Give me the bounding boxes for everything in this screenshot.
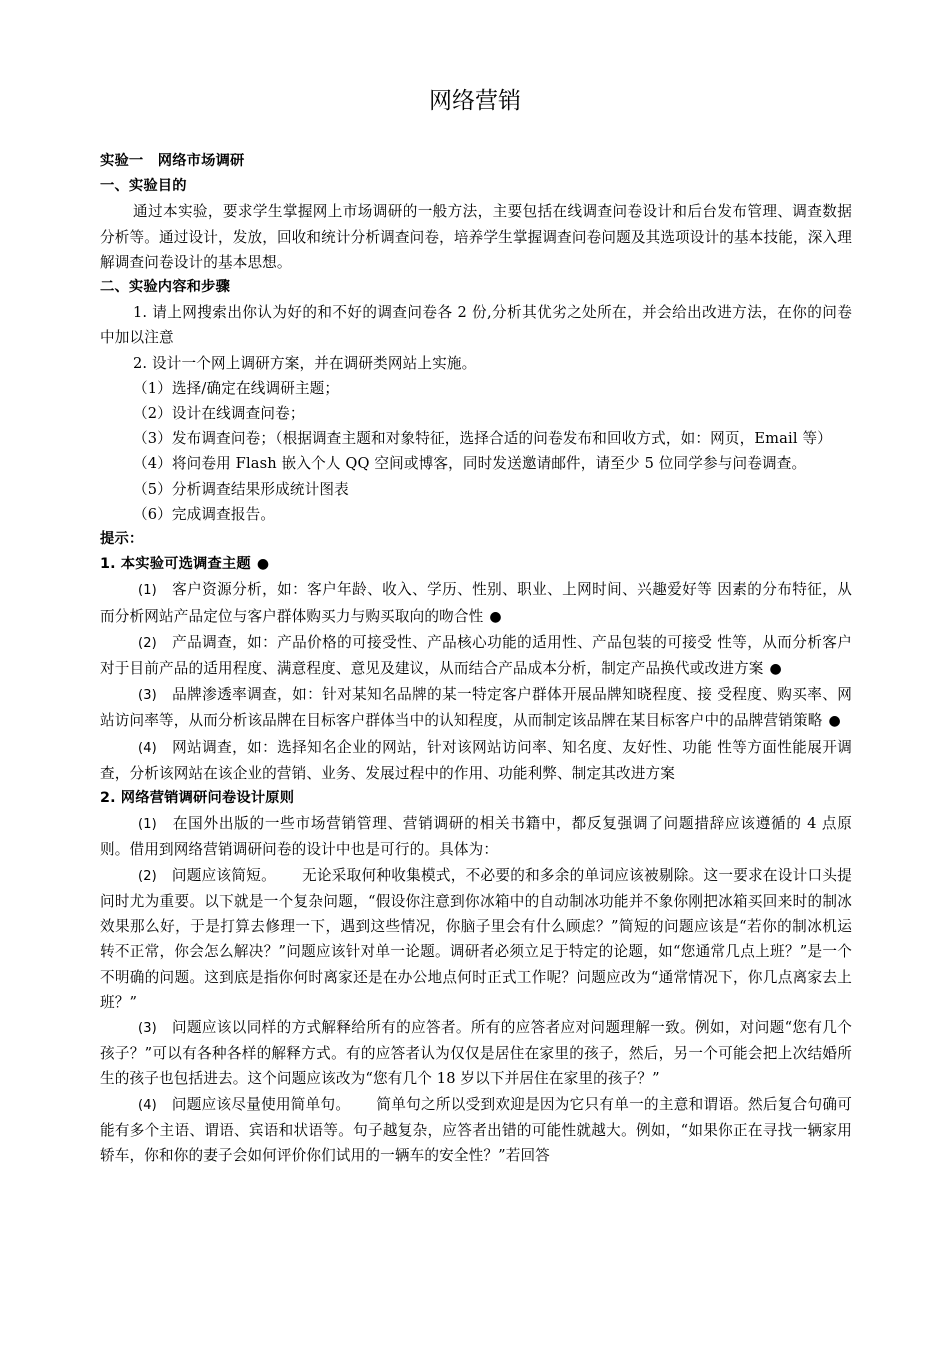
principle-text: 简单句之所以受到欢迎是因为它只有单一的主意和谓语。然后复合句确可能有多个主语、谓语、宾语和状语等。句子越复杂，应答者出错的可能性就越大。例如，“如果你正在寻找一辆家用轿车，你和你的妻子会如何评价你们试用的一辆车的安全性？”若回答 — [100, 1095, 852, 1164]
topic-text: 网站调查，如：选择知名企业的网站，针对该网站访问率、知名度、友好性、功能 性等方面性能展开调查，分析该网站在该企业的营销、业务、发展过程中的作用、功能利弊、制定其改进方案 — [100, 738, 852, 782]
substep-6: （6）完成调查报告。 — [133, 505, 276, 523]
principle-number: (3) — [138, 1020, 157, 1036]
topics-heading — [100, 552, 852, 577]
topics-heading-text: 1. 本实验可选调查主题 — [100, 556, 251, 573]
principle-number: (1) — [138, 817, 157, 833]
topic-item — [100, 682, 852, 734]
substep-3: （3）发布调查问卷；（根据调查主题和对象特征，选择合适的问卷发布和回收方式，如：网页，Email 等） — [133, 430, 832, 448]
principle-item — [100, 863, 852, 1015]
experiment-heading: 实验一 网络市场调研 — [100, 153, 245, 169]
section-objective-heading: 一、实验目的 — [100, 178, 187, 195]
topic-number: (1) — [138, 583, 157, 599]
step-1: 1. 请上网搜索出你认为好的和不好的调查问卷各 2 份,分析其优劣之处所在，并会给出改进方法，在你的问卷中加以注意 — [100, 304, 852, 347]
principle-lead: 问题应该尽量使用简单句。 — [171, 1095, 351, 1113]
principle-item — [100, 811, 852, 862]
tips-heading: 提示： — [100, 531, 144, 548]
principle-text: 无论采取何种收集模式，不必要的和多余的单词应该被剔除。这一要求在设计口头提问时尤为重要。以下就是一个复杂问题，“假设你注意到你冰箱中的自动制冰功能并不象你刚把冰箱买回来时的制冰效果那么好，于是打算去修理一下，遇到这些情况，你脑子里会有什么顾虑？”简短的问题应该是“若你的制冰机运转不正常，你会怎么解决？”问题应该针对单一论题。调研者必须立足于特定的论题，如“您通常几点上班？”是一个不明确的问题。这到底是指你何时离家还是在办公地点何时正式工作呢？问题应改为“通常情况下，你几点离家去上班？” — [100, 866, 852, 1011]
substep-2: （2）设计在线调查问卷； — [133, 405, 305, 423]
step-2: 2. 设计一个网上调研方案，并在调研类网站上实施。 — [133, 354, 477, 372]
principle-text: 问题应该以同样的方式解释给所有的应答者。所有的应答者应对问题理解一致。例如，对问题“您有几个孩子？”可以有各种各样的解释方式。有的应答者认为仅仅是居住在家里的孩子，然后，另一个可能会把上次结婚所生的孩子也包括进去。这个问题应该改为“您有几个 18 岁以下并居住在家里的孩子？” — [100, 1018, 852, 1088]
topic-text: 产品调查，如：产品价格的可接受性、产品核心功能的适用性、产品包装的可接受 性等，从而分析客户对于目前产品的适用程度、满意程度、意见及建议，从而结合产品成本分析，制定产品换代或改进方案 — [100, 633, 852, 678]
principle-item — [100, 1092, 852, 1169]
bullet-icon: ● — [828, 713, 841, 730]
principles-heading: 2. 网络营销调研问卷设计原则 — [100, 790, 295, 807]
substep-1: （1）选择/确定在线调研主题； — [133, 379, 340, 397]
topic-text: 品牌渗透率调查，如：针对某知名品牌的某一特定客户群体开展品牌知晓程度、接 受程度、购买率、网站访问率等，从而分析该品牌在目标客户群体当中的认知程度，从而制定该品牌在某目标客户中的品牌营销策略 — [100, 686, 852, 730]
topic-number: (3) — [138, 688, 157, 704]
section-steps-heading: 二、实验内容和步骤 — [100, 279, 231, 296]
document-body — [100, 149, 852, 1168]
principle-item — [100, 1015, 852, 1092]
bullet-icon: ● — [489, 608, 502, 625]
topic-item — [100, 630, 852, 682]
substep-4: （4）将问卷用 Flash 嵌入个人 QQ 空间或博客，同时发送邀请邮件，请至少 5 位同学参与问卷调查。 — [133, 455, 807, 473]
bullet-icon: ● — [256, 556, 270, 573]
topic-number: (4) — [138, 740, 157, 756]
principle-number: (2) — [138, 868, 157, 884]
substep-5: （5）分析调查结果形成统计图表 — [133, 480, 349, 498]
topic-number: (2) — [138, 635, 157, 651]
topic-item — [100, 577, 852, 629]
objective-paragraph: 通过本实验，要求学生掌握网上市场调研的一般方法，主要包括在线调查问卷设计和后台发布管理、调查数据分析等。通过设计，发放，回收和统计分析调查问卷，培养学生掌握调查问卷问题及其选项设计的基本技能，深入理解调查问卷设计的基本思想。 — [100, 203, 852, 271]
bullet-icon: ● — [769, 661, 782, 678]
page-title: 网络营销 — [429, 88, 521, 114]
topic-text: 客户资源分析，如：客户年龄、收入、学历、性别、职业、上网时间、兴趣爱好等 因素的分布特征，从而分析网站产品定位与客户群体购买力与购买取向的吻合性 — [100, 581, 852, 625]
principle-lead: 问题应该简短。 — [171, 866, 276, 884]
principle-text: 在国外出版的一些市场营销管理、营销调研的相关书籍中，都反复强调了问题措辞应该遵循的 4 点原则。借用到网络营销调研问卷的设计中也是可行的。具体为： — [100, 815, 852, 859]
principle-number: (4) — [138, 1097, 157, 1113]
topic-item — [100, 735, 852, 786]
